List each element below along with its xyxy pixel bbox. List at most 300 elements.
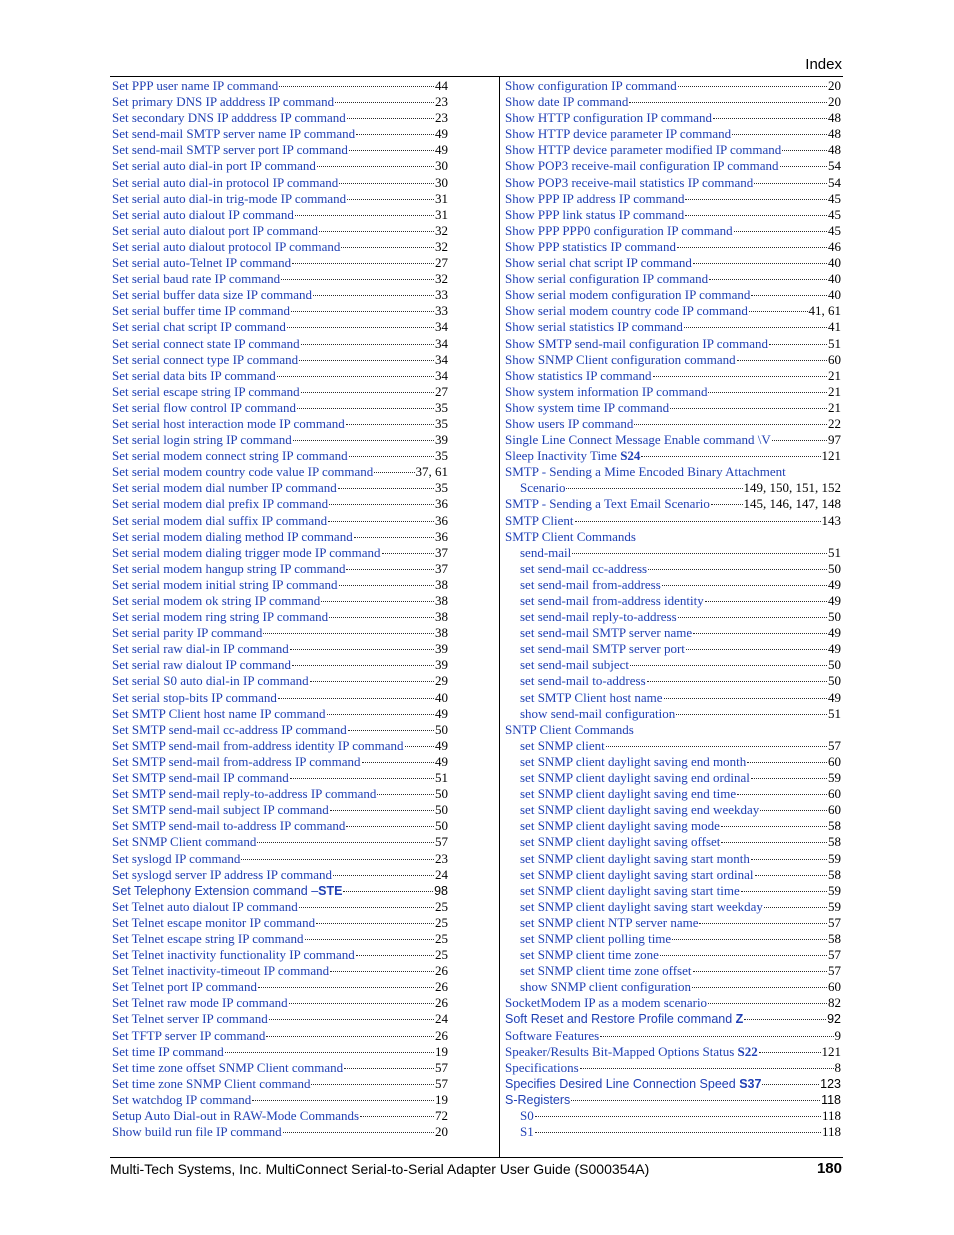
index-entry[interactable] [112,561,448,577]
index-entry-text [505,287,750,303]
index-entry[interactable] [505,722,841,738]
index-entry-label: Set serial parity IP command [112,625,263,641]
index-entry[interactable] [505,158,841,174]
index-entry[interactable] [112,770,448,786]
index-entry-text [112,1092,251,1108]
index-entry-text [520,963,692,979]
dot-leader [769,344,827,345]
index-entry-page: 49 [435,126,448,142]
index-entry[interactable] [112,239,448,255]
index-entry-code: S37 [739,1076,762,1091]
index-subentry[interactable] [505,625,841,641]
dot-leader [705,601,827,602]
index-entry[interactable] [112,400,448,416]
index-entry[interactable] [112,545,448,561]
index-entry[interactable] [112,738,448,754]
index-entry-label: Show HTTP device parameter IP command [505,126,732,142]
index-entry-text [520,931,671,947]
index-entry-label: Set secondary DNS IP adddress IP command [112,110,346,126]
index-entry[interactable] [112,834,448,850]
index-entry[interactable] [505,207,841,223]
index-entry-text [505,78,677,94]
index-entry-text [112,496,328,512]
index-subentry[interactable] [505,690,841,706]
index-entry-text [112,673,309,689]
index-entry-text [112,94,334,110]
index-entry[interactable] [112,384,448,400]
index-entry-page: 58 [828,930,841,946]
index-entry[interactable] [505,94,841,110]
index-subentry[interactable] [505,561,841,577]
index-entry-page: 118 [821,1124,841,1140]
index-entry[interactable] [505,287,841,303]
index-subentry[interactable] [505,867,841,883]
index-entry-page: 23 [435,110,448,126]
index-entry[interactable] [112,641,448,657]
index-entry-page: 41 [828,319,841,335]
index-subentry[interactable] [505,931,841,947]
index-entry[interactable] [112,690,448,706]
index-entry[interactable] [505,255,841,271]
index-entry[interactable] [112,1124,448,1140]
index-entry-label: Set serial flow control IP command [112,399,297,415]
index-entry-label: Set serial auto dialout protocol IP command [112,238,341,254]
index-entry-text [112,867,332,883]
index-subentry[interactable] [505,545,841,561]
dot-leader [634,424,827,425]
index-entry[interactable] [112,722,448,738]
dot-leader [662,585,827,586]
index-entry[interactable] [112,271,448,287]
index-entry[interactable] [112,78,448,94]
index-entry[interactable] [505,319,841,335]
index-entry-text [520,593,704,609]
index-entry[interactable] [505,1076,841,1092]
index-entry[interactable] [112,786,448,802]
index-entry[interactable] [112,1108,448,1124]
index-entry-text [112,754,361,770]
index-entry-page: 19 [435,1091,448,1107]
index-subentry[interactable] [505,641,841,657]
index-entry-text [112,368,276,384]
dot-leader [685,215,827,216]
index-entry[interactable] [505,223,841,239]
index-entry-page: 33 [435,303,448,319]
index-entry[interactable] [112,1060,448,1076]
index-entry[interactable] [505,529,841,545]
index-entry[interactable] [112,1044,448,1060]
index-entry-text [112,577,338,593]
index-entry[interactable] [505,126,841,142]
index-subentry[interactable] [505,947,841,963]
index-entry-text [505,126,731,142]
index-entry-label: Show SMTP send-mail configuration IP command [505,335,768,351]
index-entry[interactable] [112,352,448,368]
dot-leader [377,794,434,795]
index-entry-label: Show build run file IP command [112,1124,282,1140]
index-entry-label: Set serial raw dialout IP command [112,657,291,673]
index-entry-label: SMTP Client [505,512,574,528]
index-entry-label: Show PPP statistics IP command [505,238,676,254]
index-entry[interactable] [505,1092,841,1108]
index-entry-page: 32 [435,222,448,238]
index-subentry[interactable] [505,609,841,625]
index-entry-text [112,625,262,641]
index-entry[interactable] [505,1028,841,1044]
index-entry[interactable] [112,1076,448,1092]
index-entry-page: 50 [828,560,841,576]
index-entry-label: SMTP - Sending a Text Email Scenario [505,496,710,512]
index-entry[interactable] [505,110,841,126]
index-subentry[interactable] [505,834,841,850]
dot-leader [329,504,434,505]
index-entry-text [505,1092,570,1108]
index-subentry[interactable] [505,786,841,802]
index-entry-text [112,175,338,191]
index-entry-label: set send-mail reply-to-address [520,609,677,625]
index-subentry[interactable] [505,593,841,609]
dot-leader [346,826,434,827]
index-subentry[interactable] [505,1124,841,1140]
index-entry-page: 143 [821,512,841,528]
index-entry-text [112,78,278,94]
index-entry-label: S-Registers [505,1092,571,1107]
index-entry-text [505,207,684,223]
index-entry-label: Set SMTP send-mail subject IP command [112,802,329,818]
index-entry[interactable] [112,657,448,673]
index-entry[interactable] [112,142,448,158]
index-entry-page: 35 [435,480,448,496]
index-entry[interactable] [505,142,841,158]
index-entry-label: Set serial auto dialout port IP command [112,222,319,238]
index-entry[interactable] [112,851,448,867]
dot-leader [279,86,434,87]
dot-leader [629,102,827,103]
dot-leader [316,923,434,924]
index-entry[interactable] [112,754,448,770]
index-entry-page: 49 [828,625,841,641]
index-entry-page: 19 [435,1043,448,1059]
index-entry-text [112,915,315,931]
index-entry[interactable] [112,995,448,1011]
index-entry-text [112,255,291,271]
index-entry[interactable] [112,625,448,641]
index-entry[interactable] [112,207,448,223]
index-entry[interactable] [112,593,448,609]
index-entry[interactable] [112,818,448,834]
index-entry-text [112,609,328,625]
index-entry-page: 36 [435,496,448,512]
index-subentry[interactable] [505,657,841,673]
dot-leader [713,118,827,119]
index-entry-label: Single Line Connect Message Enable command \V [505,432,771,448]
index-entry-text [112,738,404,754]
index-entry[interactable] [112,303,448,319]
index-entry[interactable] [505,995,841,1011]
index-subentry[interactable] [505,802,841,818]
dot-leader [347,199,434,200]
index-entry-label: SNTP Client Commands [505,721,634,737]
index-entry-label: Show date IP command [505,94,629,110]
index-entry-label: Set TFTP server IP command [112,1027,266,1043]
index-entry-text [112,706,326,722]
dot-leader [263,633,434,634]
dot-leader [641,456,820,457]
index-entry-text [112,416,345,432]
dot-leader [708,392,827,393]
index-entry-label: set send-mail SMTP server port [520,641,685,657]
index-entry[interactable] [112,416,448,432]
index-entry[interactable] [112,464,448,480]
index-subentry[interactable] [505,738,841,754]
index-entry-label: Set serial S0 auto dial-in IP command [112,673,309,689]
index-entry-page: 50 [435,721,448,737]
index-entry[interactable] [505,1011,841,1027]
dot-leader [354,537,434,538]
index-entry[interactable] [505,1044,841,1060]
index-entry[interactable] [112,126,448,142]
index-entry[interactable] [112,883,448,899]
index-entry[interactable] [112,336,448,352]
index-subentry[interactable] [505,915,841,931]
index-entry-page: 21 [828,399,841,415]
index-entry-page: 60 [828,802,841,818]
dot-leader [290,778,434,779]
dot-leader [684,327,827,328]
dot-leader [382,553,435,554]
index-entry[interactable] [112,1092,448,1108]
index-entry-label: Set serial raw dial-in IP command [112,641,289,657]
index-entry-text [520,867,754,883]
index-entry-page: 58 [828,866,841,882]
index-entry[interactable] [112,319,448,335]
dot-leader [580,1068,834,1069]
index-entry[interactable] [112,255,448,271]
dot-leader [317,166,434,167]
index-entry[interactable] [505,271,841,287]
index-entry[interactable] [112,432,448,448]
index-entry-page: 54 [828,158,841,174]
index-entry-label: Show PPP PPP0 configuration IP command [505,222,733,238]
index-entry[interactable] [112,175,448,191]
index-entry[interactable] [112,947,448,963]
index-entry-label: Show configuration IP command [505,78,677,93]
index-subentry[interactable] [505,480,841,496]
dot-leader [677,247,827,248]
index-entry-label: Set SMTP Client host name IP command [112,705,326,721]
index-entry[interactable] [112,496,448,512]
index-column-left [112,78,448,1140]
index-entry-label: set SNMP client daylight saving end weekday [520,802,760,818]
index-entry-text [112,641,289,657]
index-entry[interactable] [505,368,841,384]
index-entry[interactable] [112,110,448,126]
dot-leader [278,698,434,699]
index-entry-label: set SNMP client time zone offset [520,963,692,979]
dot-leader [241,859,434,860]
dot-leader [301,344,434,345]
index-subentry[interactable] [505,899,841,915]
index-entry[interactable] [505,384,841,400]
index-subentry[interactable] [505,673,841,689]
index-entry[interactable] [112,802,448,818]
index-entry[interactable] [112,480,448,496]
index-entry[interactable] [505,400,841,416]
index-entry-text [520,834,720,850]
index-entry-page: 23 [435,850,448,866]
index-entry-text [112,529,353,545]
index-entry[interactable] [505,496,841,512]
index-entry-label: Set serial auto dialout IP command [112,206,294,222]
index-entry-label: Soft Reset and Restore Profile command [505,1012,736,1027]
dot-leader [283,1132,434,1133]
index-entry-text [112,770,289,786]
index-subentry[interactable] [505,754,841,770]
index-entry-label: Show serial configuration IP command [505,271,709,287]
index-entry[interactable] [505,513,841,529]
index-entry-label: Set serial escape string IP command [112,383,300,399]
index-entry[interactable] [112,673,448,689]
index-subentry[interactable] [505,577,841,593]
index-entry[interactable] [112,513,448,529]
index-entry[interactable] [505,239,841,255]
index-entry-label: Show serial modem country code IP command [505,303,748,319]
index-subentry[interactable] [505,770,841,786]
index-entry-page: 98 [434,883,448,898]
index-entry-page: 39 [435,641,448,657]
index-subentry[interactable] [505,963,841,979]
index-entry-label: Set serial login string IP command [112,432,292,448]
dot-leader [751,859,827,860]
index-entry[interactable] [112,191,448,207]
index-entry[interactable] [112,448,448,464]
index-entry-page: 48 [828,110,841,126]
index-entry[interactable] [112,899,448,915]
index-entry-page: 82 [828,995,841,1011]
dot-leader [287,327,434,328]
index-entry-page: 118 [821,1108,841,1123]
index-entry[interactable] [112,158,448,174]
index-entry[interactable] [112,223,448,239]
index-entry[interactable] [112,979,448,995]
index-subentry[interactable] [505,979,841,995]
index-entry[interactable] [112,706,448,722]
index-entry-text [112,545,381,561]
dot-leader [305,939,434,940]
index-entry[interactable] [505,175,841,191]
index-entry-page: 49 [828,576,841,592]
index-subentry[interactable] [505,883,841,899]
index-entry-text [505,142,781,158]
index-entry[interactable] [112,368,448,384]
index-entry[interactable] [505,336,841,352]
index-entry-page: 44 [435,78,448,93]
index-entry[interactable] [112,609,448,625]
index-entry-page: 48 [828,126,841,142]
index-entry-page: 32 [435,271,448,287]
index-entry-label: set SNMP client daylight saving start ordinal [520,866,754,882]
index-entry[interactable] [112,931,448,947]
dot-leader [335,102,434,103]
index-entry[interactable] [112,963,448,979]
index-entry[interactable] [505,464,841,480]
dot-leader [346,569,434,570]
dot-leader [295,215,434,216]
index-entry-text [505,239,676,255]
index-entry-text [112,239,340,255]
dot-leader [299,907,434,908]
dot-leader [225,1052,434,1053]
index-subentry[interactable] [505,706,841,722]
index-entry-text [112,1028,265,1044]
dot-leader [741,891,827,892]
index-entry-label: Scenario [520,480,566,496]
index-entry-text [505,319,683,335]
index-entry[interactable] [505,416,841,432]
index-subentry[interactable] [505,851,841,867]
index-entry-page: 35 [435,415,448,431]
index-entry[interactable] [505,448,841,464]
index-entry-text [112,287,312,303]
index-entry[interactable] [505,352,841,368]
dot-leader [749,311,808,312]
dot-leader [338,488,434,489]
index-subentry[interactable] [505,1108,841,1124]
index-entry-page: 34 [435,319,448,335]
index-entry-label: Set SMTP send-mail cc-address IP command [112,721,347,737]
index-entry[interactable] [112,94,448,110]
index-entry-page: 49 [435,705,448,721]
index-entry-label: Set serial modem dial prefix IP command [112,496,329,512]
index-entry[interactable] [112,287,448,303]
index-entry[interactable] [112,915,448,931]
index-entry-page: 39 [435,432,448,448]
index-entry[interactable] [112,1011,448,1027]
dot-leader [647,681,827,682]
dot-leader [281,279,434,280]
index-entry-page: 50 [828,609,841,625]
index-entry-text [520,545,571,561]
index-entry[interactable] [505,432,841,448]
index-entry-page: 57 [435,834,448,850]
index-entry-code: S24 [620,448,641,464]
index-entry-page: 39 [435,657,448,673]
index-entry[interactable] [505,78,841,94]
index-entry-page: 50 [828,657,841,673]
index-entry-page: 37 [435,544,448,560]
index-entry-page: 32 [435,238,448,254]
index-entry[interactable] [505,191,841,207]
index-subentry[interactable] [505,818,841,834]
dot-leader [330,810,434,811]
dot-leader [346,424,434,425]
index-entry[interactable] [112,577,448,593]
index-entry-text [112,1124,282,1140]
index-entry-label: Set serial baud rate IP command [112,271,281,287]
dot-leader [734,231,827,232]
index-entry-label: set SNMP client daylight saving end month [520,753,747,769]
index-entry[interactable] [112,867,448,883]
index-entry[interactable] [505,303,841,319]
index-entry-text [520,738,605,754]
index-entry[interactable] [505,1060,841,1076]
index-entry[interactable] [112,1028,448,1044]
index-entry-page: 34 [435,335,448,351]
index-entry[interactable] [112,529,448,545]
dot-leader [782,150,827,151]
index-entry-text [112,142,348,158]
dot-leader [670,408,827,409]
